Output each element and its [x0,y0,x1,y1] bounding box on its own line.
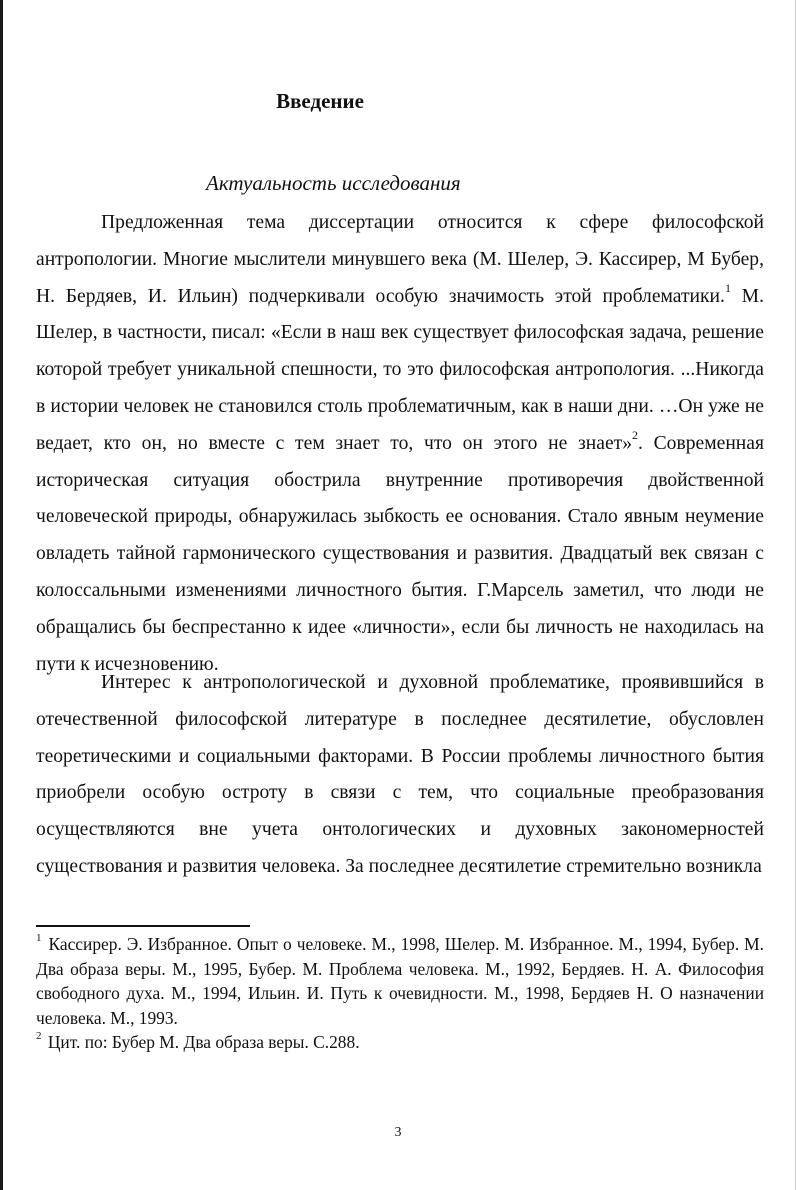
page-title: Введение [276,89,364,113]
footnote-ref-1: 1 [724,281,731,296]
footnote-1 [36,932,764,1030]
footnote-2 [36,1030,764,1055]
body-paragraph-2-block [36,665,764,886]
paragraph-1 [36,205,764,683]
footnote-ref-2: 2 [632,428,639,443]
section-subtitle: Актуальность исследования [206,171,461,195]
footnote-separator [36,925,250,927]
footnote-2-marker: 2 [36,1030,42,1043]
footnote-2-text: Цит. по: Бубер М. Два образа веры. С.288. [47,1032,360,1052]
paragraph-1-part-c: . Современная историческая ситуация обострила внутренние противоречия двойственной человеческой природы, обнаружилась зыбкость ее основания. Стало явным неумение овладеть тайной гармонического существования и развития. Двадцатый век связан с колоссальными изменениями личностного бытия. Г.Марсель заметил, что люди не обращались бы беспрестанно к идее «личности», если бы личность не находилась на пути к исчезновению. [36,432,764,675]
paragraph-1-part-b: М. Шелер, в частности, писал: «Если в наш век существует философская задача, решение которой требует уникальной спешности, то это философская антропология. ...Никогда в истории человек не становился столь проблематичным, как в наши дни. …Он уже не ведает, кто он, но вместе с тем знает то, что он этого не знает» [36,285,764,454]
footnote-1-marker: 1 [36,932,42,945]
scan-left-edge [0,0,3,1190]
footnotes [36,932,764,1055]
footnote-1-text: Кассирер. Э. Избранное. Опыт о человеке. М., 1998, Шелер. М. Избранное. М., 1994, Бубер. М. Два образа веры. М., 1995, Бубер. М. Проблема человека. М., 1992, Бердяев. Н. А. Философия свободного духа. М., 1994, Ильин. И. Путь к очевидности. М., 1998, Бердяев Н. О назначении человека. М., 1993. [36,934,764,1028]
body-paragraph-1-block [36,205,764,683]
page-number: 3 [394,1125,402,1140]
paragraph-2: Интерес к антропологической и духовной проблематике, проявившийся в отечественной философской литературе в последнее десятилетие, обусловлен теоретическими и социальными факторами. В России проблемы личностного бытия приобрели особую остроту в связи с тем, что социальные преобразования осуществляются вне учета онтологических и духовных закономерностей существования и развития человека. За последнее десятилетие стремительно возникла [36,672,764,877]
paragraph-1-part-a: Предложенная тема диссертации относится к сфере философской антропологии. Многие мыслители минувшего века (М. Шелер, Э. Кассирер, М Бубер, Н. Бердяев, И. Ильин) подчеркивали особую значимость этой проблематики. [36,212,764,307]
